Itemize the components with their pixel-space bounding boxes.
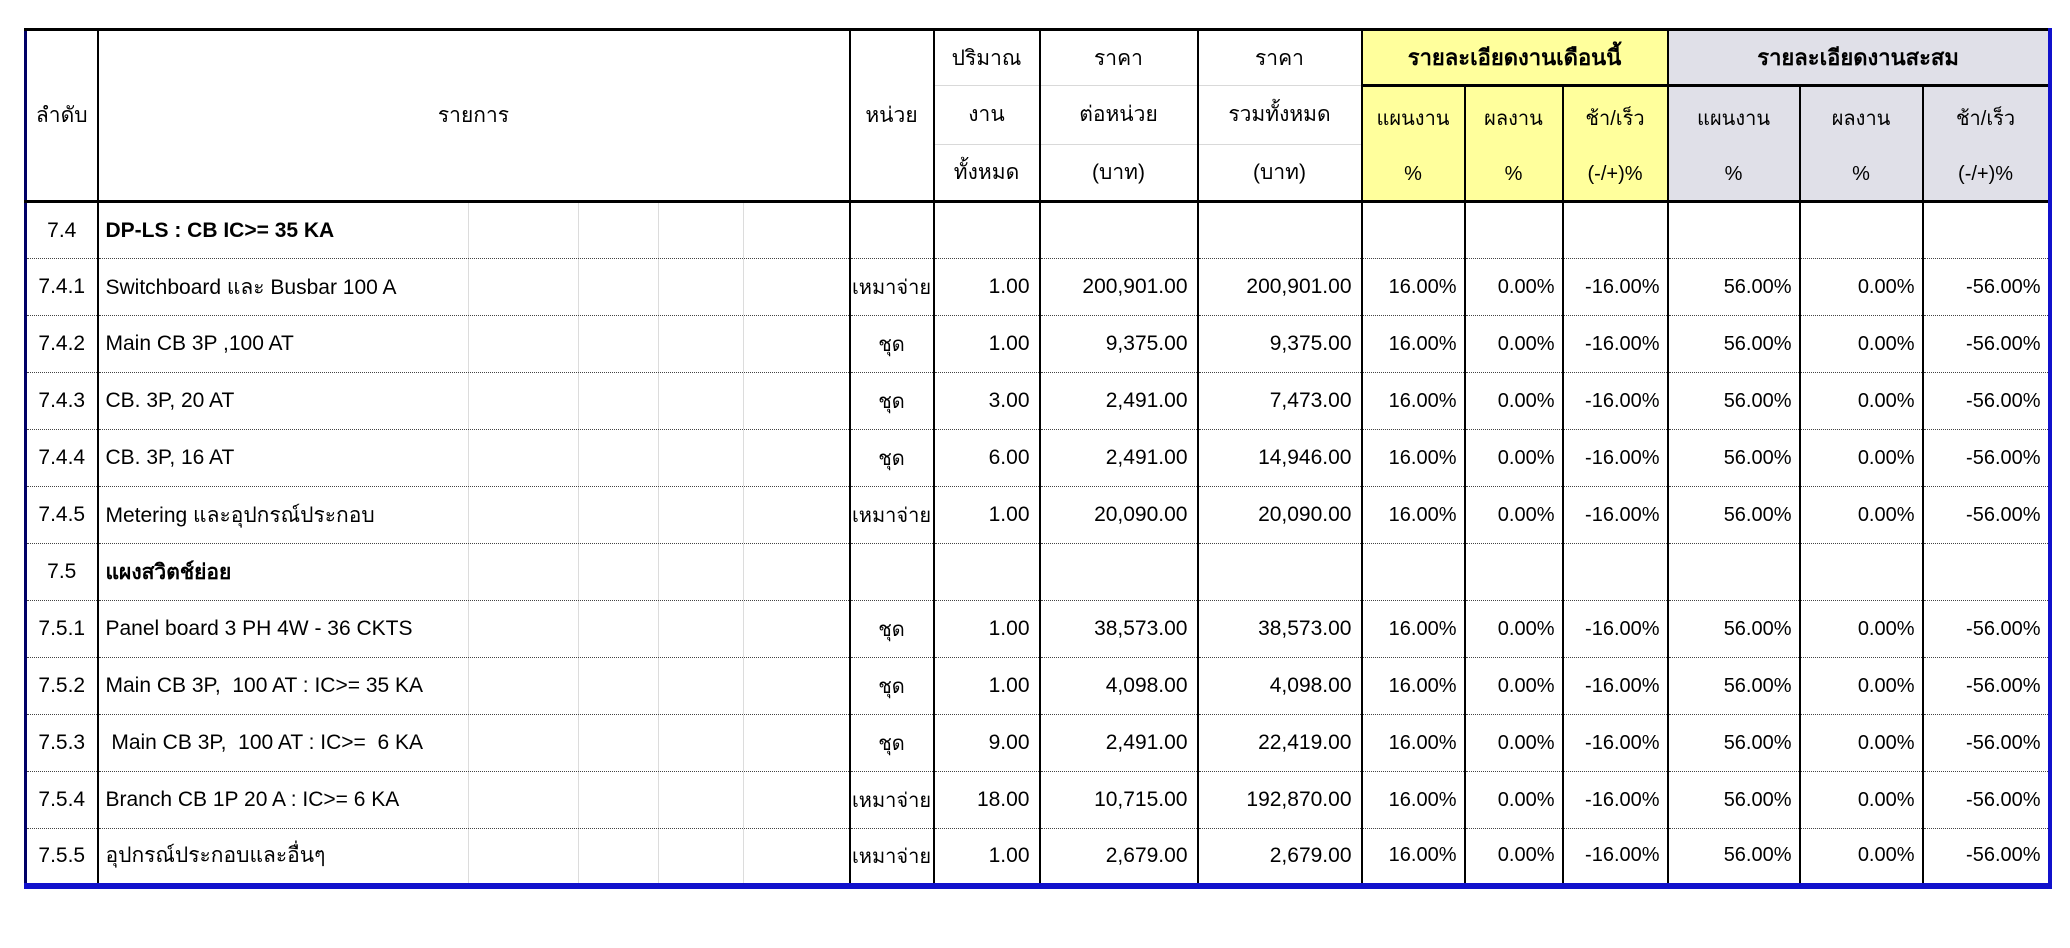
cell-month-plan: 16.00% <box>1362 487 1465 544</box>
col-header-unit-price-line3: (บาท) <box>1040 144 1198 202</box>
cell-cumulative-plan <box>1668 202 1800 259</box>
cell-total-quantity: 9.00 <box>934 715 1040 772</box>
cell-cumulative-plan: 56.00% <box>1668 259 1800 316</box>
cell-total-quantity <box>934 544 1040 601</box>
cell-month-delay: -16.00% <box>1563 715 1668 772</box>
table-row <box>26 259 2050 316</box>
cell-cumulative-delay <box>1923 202 2050 259</box>
cell-cumulative-delay: -56.00% <box>1923 373 2050 430</box>
cell-item-number: 7.5.4 <box>26 772 98 829</box>
cell-total-price: 200,901.00 <box>1198 259 1362 316</box>
cell-unit: เหมาจ่าย <box>850 772 934 829</box>
table-row <box>26 772 2050 829</box>
cell-total-price: 20,090.00 <box>1198 487 1362 544</box>
cell-month-delay: -16.00% <box>1563 259 1668 316</box>
cell-cumulative-actual: 0.00% <box>1800 829 1923 886</box>
cell-cumulative-plan: 56.00% <box>1668 430 1800 487</box>
cell-month-delay <box>1563 202 1668 259</box>
cell-cumulative-delay: -56.00% <box>1923 259 2050 316</box>
table-row <box>26 430 2050 487</box>
cumulative-delay-unit-label: (-/+)% <box>1958 162 2014 185</box>
cell-item-description: Switchboard และ Busbar 100 A <box>98 259 850 316</box>
month-actual-percent-sign: % <box>1504 162 1523 185</box>
month-delay-label: ช้า/เร็ว <box>1585 107 1645 130</box>
cumulative-group-header: รายละเอียดงานสะสม <box>1668 30 2050 86</box>
cell-unit <box>850 544 934 601</box>
cell-item-description: CB. 3P, 16 AT <box>98 430 850 487</box>
table-row <box>26 601 2050 658</box>
cell-unit: ชุด <box>850 601 934 658</box>
cell-unit-price <box>1040 202 1198 259</box>
cell-month-delay: -16.00% <box>1563 430 1668 487</box>
cell-cumulative-actual: 0.00% <box>1800 430 1923 487</box>
cell-month-delay: -16.00% <box>1563 316 1668 373</box>
cell-total-price: 38,573.00 <box>1198 601 1362 658</box>
cell-month-actual <box>1465 202 1563 259</box>
cumulative-actual-header <box>1800 86 1923 202</box>
cumulative-delay-label: ช้า/เร็ว <box>1955 107 2016 130</box>
cell-month-plan: 16.00% <box>1362 715 1465 772</box>
cell-unit: เหมาจ่าย <box>850 829 934 886</box>
cell-cumulative-delay: -56.00% <box>1923 487 2050 544</box>
cell-cumulative-plan: 56.00% <box>1668 715 1800 772</box>
cell-item-number: 7.5.3 <box>26 715 98 772</box>
month-plan-header <box>1362 86 1465 202</box>
cell-unit-price: 2,491.00 <box>1040 715 1198 772</box>
cell-cumulative-plan: 56.00% <box>1668 829 1800 886</box>
cell-month-delay: -16.00% <box>1563 772 1668 829</box>
cell-cumulative-delay: -56.00% <box>1923 658 2050 715</box>
cumulative-actual-percent-sign: % <box>1852 162 1870 185</box>
cell-cumulative-plan: 56.00% <box>1668 487 1800 544</box>
col-header-unit-price-line1: ราคา <box>1040 30 1198 86</box>
cell-item-description: Metering และอุปกรณ์ประกอบ <box>98 487 850 544</box>
cell-item-description: Main CB 3P, 100 AT : IC>= 35 KA <box>98 658 850 715</box>
table-row <box>26 202 2050 259</box>
cell-month-delay: -16.00% <box>1563 373 1668 430</box>
cell-total-price: 7,473.00 <box>1198 373 1362 430</box>
cell-item-description: Main CB 3P ,100 AT <box>98 316 850 373</box>
cell-cumulative-actual <box>1800 202 1923 259</box>
cell-month-plan <box>1362 202 1465 259</box>
cell-item-number: 7.5.1 <box>26 601 98 658</box>
cell-item-description: Main CB 3P, 100 AT : IC>= 6 KA <box>98 715 850 772</box>
col-header-qty-line1: ปริมาณ <box>934 30 1040 86</box>
month-delay-unit-label: (-/+)% <box>1587 162 1643 185</box>
cell-item-number: 7.4.5 <box>26 487 98 544</box>
table-row <box>26 829 2050 886</box>
cell-month-actual: 0.00% <box>1465 430 1563 487</box>
table-row <box>26 487 2050 544</box>
cell-total-price <box>1198 544 1362 601</box>
cell-item-number: 7.4 <box>26 202 98 259</box>
col-header-item: รายการ <box>98 30 850 202</box>
cell-total-price: 4,098.00 <box>1198 658 1362 715</box>
cell-total-quantity: 3.00 <box>934 373 1040 430</box>
cell-cumulative-actual <box>1800 544 1923 601</box>
col-header-no: ลำดับ <box>26 30 98 202</box>
cell-cumulative-actual: 0.00% <box>1800 259 1923 316</box>
cumulative-delay-header <box>1923 86 2050 202</box>
cell-item-description: อุปกรณ์ประกอบและอื่นๆ <box>98 829 850 886</box>
cell-cumulative-delay <box>1923 544 2050 601</box>
cell-month-actual: 0.00% <box>1465 601 1563 658</box>
cell-unit: ชุด <box>850 715 934 772</box>
cell-unit-price: 4,098.00 <box>1040 658 1198 715</box>
cell-unit: ชุด <box>850 430 934 487</box>
cell-cumulative-actual: 0.00% <box>1800 715 1923 772</box>
cell-month-plan: 16.00% <box>1362 601 1465 658</box>
cell-cumulative-delay: -56.00% <box>1923 316 2050 373</box>
table-row <box>26 715 2050 772</box>
cell-unit: ชุด <box>850 316 934 373</box>
table-header <box>26 30 2050 202</box>
cell-item-number: 7.5 <box>26 544 98 601</box>
cell-total-quantity: 1.00 <box>934 316 1040 373</box>
month-actual-header <box>1465 86 1563 202</box>
cell-item-number: 7.4.4 <box>26 430 98 487</box>
cell-cumulative-delay: -56.00% <box>1923 772 2050 829</box>
cell-month-actual: 0.00% <box>1465 487 1563 544</box>
cell-item-number: 7.4.3 <box>26 373 98 430</box>
cell-unit-price: 2,491.00 <box>1040 430 1198 487</box>
table-row <box>26 373 2050 430</box>
cell-unit: ชุด <box>850 658 934 715</box>
cell-month-plan: 16.00% <box>1362 829 1465 886</box>
month-plan-percent-sign: % <box>1404 162 1422 185</box>
cell-cumulative-plan: 56.00% <box>1668 373 1800 430</box>
cell-month-plan <box>1362 544 1465 601</box>
cell-cumulative-delay: -56.00% <box>1923 829 2050 886</box>
cell-month-actual: 0.00% <box>1465 829 1563 886</box>
col-header-qty-line2: งาน <box>934 86 1040 145</box>
col-header-qty-line3: ทั้งหมด <box>934 144 1040 202</box>
cell-cumulative-actual: 0.00% <box>1800 487 1923 544</box>
table-row <box>26 544 2050 601</box>
cell-cumulative-actual: 0.00% <box>1800 601 1923 658</box>
cell-total-price: 9,375.00 <box>1198 316 1362 373</box>
cell-total-quantity: 1.00 <box>934 601 1040 658</box>
cell-unit-price: 20,090.00 <box>1040 487 1198 544</box>
cell-unit-price: 9,375.00 <box>1040 316 1198 373</box>
cell-total-price <box>1198 202 1362 259</box>
cell-unit-price: 38,573.00 <box>1040 601 1198 658</box>
cell-cumulative-plan: 56.00% <box>1668 772 1800 829</box>
cell-unit <box>850 202 934 259</box>
col-header-unit-price-line2: ต่อหน่วย <box>1040 86 1198 145</box>
cell-total-quantity: 1.00 <box>934 829 1040 886</box>
cell-month-plan: 16.00% <box>1362 430 1465 487</box>
cell-total-quantity: 1.00 <box>934 658 1040 715</box>
cell-month-plan: 16.00% <box>1362 772 1465 829</box>
cell-item-number: 7.4.2 <box>26 316 98 373</box>
cell-cumulative-plan <box>1668 544 1800 601</box>
cell-total-quantity: 18.00 <box>934 772 1040 829</box>
cell-unit: ชุด <box>850 373 934 430</box>
col-header-total-price-line3: (บาท) <box>1198 144 1362 202</box>
cumulative-plan-percent-sign: % <box>1724 162 1743 185</box>
month-group-header: รายละเอียดงานเดือนนี้ <box>1362 30 1668 86</box>
cell-total-price: 22,419.00 <box>1198 715 1362 772</box>
table-row <box>26 658 2050 715</box>
col-header-total-price-line1: ราคา <box>1198 30 1362 86</box>
cell-cumulative-actual: 0.00% <box>1800 772 1923 829</box>
cell-unit-price: 2,679.00 <box>1040 829 1198 886</box>
cell-month-delay: -16.00% <box>1563 487 1668 544</box>
cell-month-actual: 0.00% <box>1465 259 1563 316</box>
cell-item-description: แผงสวิตช์ย่อย <box>98 544 850 601</box>
cell-unit-price <box>1040 544 1198 601</box>
cell-month-delay <box>1563 544 1668 601</box>
cell-item-description: DP-LS : CB IC>= 35 KA <box>98 202 850 259</box>
cell-item-number: 7.5.2 <box>26 658 98 715</box>
cell-month-plan: 16.00% <box>1362 316 1465 373</box>
cell-total-quantity: 1.00 <box>934 259 1040 316</box>
cell-unit-price: 200,901.00 <box>1040 259 1198 316</box>
progress-boq-table <box>24 28 2052 889</box>
cell-cumulative-actual: 0.00% <box>1800 658 1923 715</box>
cell-month-actual: 0.00% <box>1465 658 1563 715</box>
cell-month-actual: 0.00% <box>1465 772 1563 829</box>
cell-cumulative-delay: -56.00% <box>1923 601 2050 658</box>
cell-month-plan: 16.00% <box>1362 658 1465 715</box>
cell-month-actual: 0.00% <box>1465 316 1563 373</box>
page <box>0 28 2070 948</box>
cell-cumulative-delay: -56.00% <box>1923 430 2050 487</box>
cell-total-price: 192,870.00 <box>1198 772 1362 829</box>
cell-item-description: CB. 3P, 20 AT <box>98 373 850 430</box>
cell-unit: เหมาจ่าย <box>850 259 934 316</box>
month-actual-label: ผลงาน <box>1484 107 1543 130</box>
cumulative-plan-label: แผนงาน <box>1697 107 1770 130</box>
cell-cumulative-plan: 56.00% <box>1668 316 1800 373</box>
cumulative-actual-label: ผลงาน <box>1831 107 1891 130</box>
cell-cumulative-plan: 56.00% <box>1668 601 1800 658</box>
table-body <box>26 202 2050 886</box>
col-header-unit: หน่วย <box>850 30 934 202</box>
cell-cumulative-delay: -56.00% <box>1923 715 2050 772</box>
cell-cumulative-actual: 0.00% <box>1800 373 1923 430</box>
month-plan-label: แผนงาน <box>1376 107 1450 130</box>
cell-month-actual <box>1465 544 1563 601</box>
cell-month-delay: -16.00% <box>1563 829 1668 886</box>
cell-cumulative-actual: 0.00% <box>1800 316 1923 373</box>
col-header-total-price-line2: รวมทั้งหมด <box>1198 86 1362 145</box>
cell-month-actual: 0.00% <box>1465 715 1563 772</box>
cell-item-description: Branch CB 1P 20 A : IC>= 6 KA <box>98 772 850 829</box>
cell-item-number: 7.4.1 <box>26 259 98 316</box>
cell-month-actual: 0.00% <box>1465 373 1563 430</box>
cell-unit-price: 2,491.00 <box>1040 373 1198 430</box>
cell-total-quantity: 6.00 <box>934 430 1040 487</box>
month-delay-header <box>1563 86 1668 202</box>
cell-month-delay: -16.00% <box>1563 601 1668 658</box>
cell-unit-price: 10,715.00 <box>1040 772 1198 829</box>
cell-month-delay: -16.00% <box>1563 658 1668 715</box>
cell-item-description: Panel board 3 PH 4W - 36 CKTS <box>98 601 850 658</box>
cell-cumulative-plan: 56.00% <box>1668 658 1800 715</box>
cell-total-price: 14,946.00 <box>1198 430 1362 487</box>
cell-total-quantity <box>934 202 1040 259</box>
cell-month-plan: 16.00% <box>1362 259 1465 316</box>
table-row <box>26 316 2050 373</box>
cell-total-quantity: 1.00 <box>934 487 1040 544</box>
cell-item-number: 7.5.5 <box>26 829 98 886</box>
cell-unit: เหมาจ่าย <box>850 487 934 544</box>
cell-total-price: 2,679.00 <box>1198 829 1362 886</box>
cell-month-plan: 16.00% <box>1362 373 1465 430</box>
cumulative-plan-header <box>1668 86 1800 202</box>
